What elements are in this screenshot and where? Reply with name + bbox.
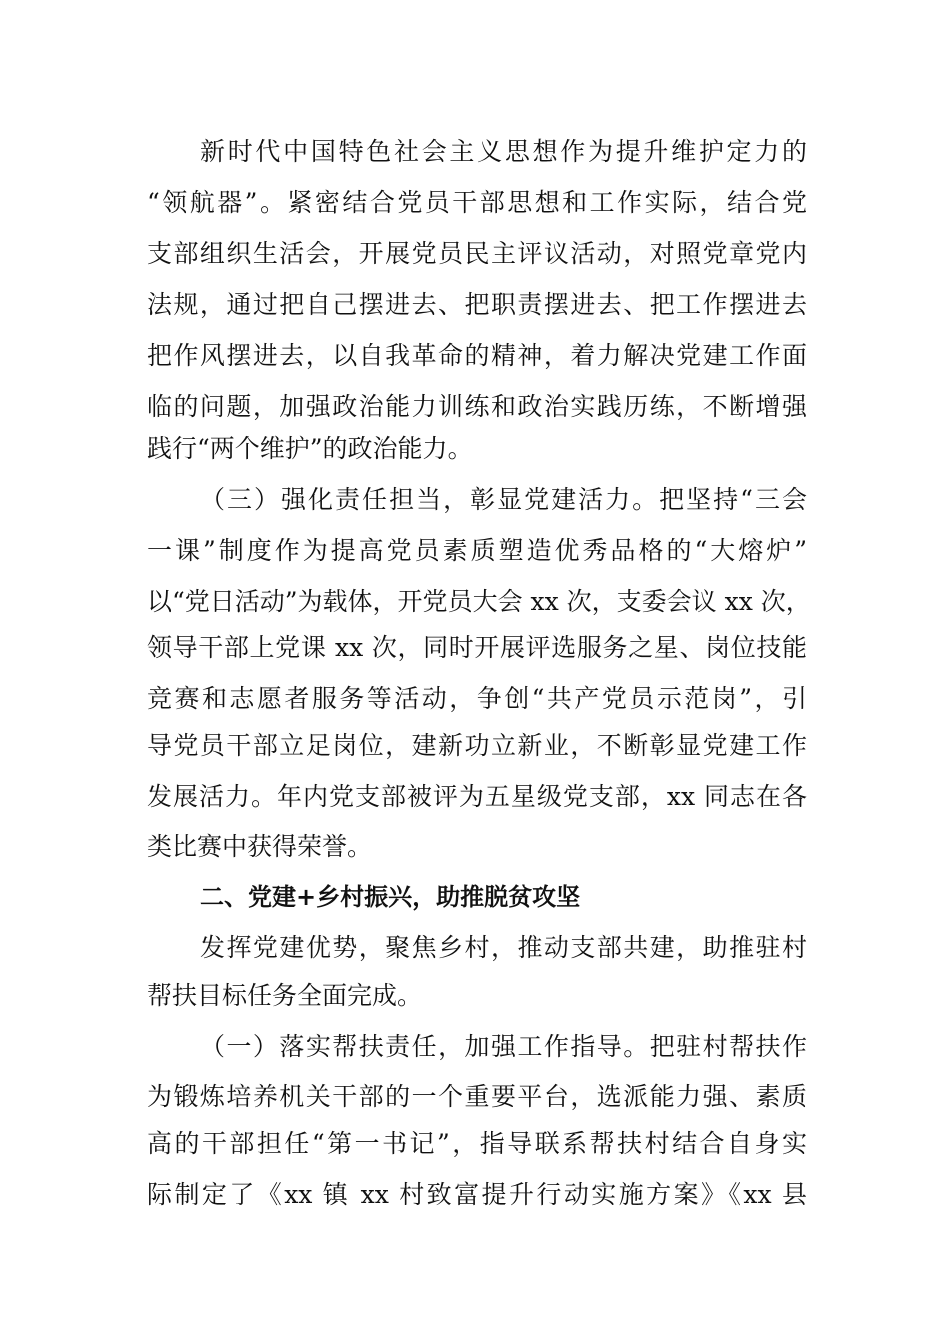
text-line: 为锻炼培养机关干部的一个重要平台，选派能力强、素质: [147, 1082, 807, 1111]
text-line: 临的问题，加强政治能力训练和政治实践历练，不断增强: [147, 392, 807, 421]
text-line: 践行“两个维护”的政治能力。: [147, 434, 473, 463]
text-line: “领航器”。紧密结合党员干部思想和工作实际，结合党: [147, 188, 807, 217]
text-line: 一课”制度作为提高党员素质塑造优秀品格的“大熔炉”: [147, 536, 807, 565]
section-heading: 二、党建+乡村振兴，助推脱贫攻坚: [200, 883, 581, 911]
text-line: （三）强化责任担当，彰显党建活力。把坚持“三会: [200, 485, 807, 514]
text-line: 支部组织生活会，开展党员民主评议活动，对照党章党内: [147, 239, 807, 268]
text-line: 法规，通过把自己摆进去、把职责摆进去、把工作摆进去: [147, 290, 807, 319]
text-line: 发挥党建优势，聚焦乡村，推动支部共建，助推驻村: [200, 933, 807, 962]
text-line: 际制定了《xx 镇 xx 村致富提升行动实施方案》《xx 县: [147, 1180, 807, 1209]
text-line: 导党员干部立足岗位，建新功立新业，不断彰显党建工作: [147, 731, 807, 760]
text-line: 新时代中国特色社会主义思想作为提升维护定力的: [200, 137, 807, 166]
text-line: 把作风摆进去，以自我革命的精神，着力解决党建工作面: [147, 341, 807, 370]
text-line: 以“党日活动”为载体，开党员大会 xx 次，支委会议 xx 次，: [147, 587, 811, 616]
text-line: 领导干部上党课 xx 次，同时开展评选服务之星、岗位技能: [147, 633, 807, 662]
text-line: 帮扶目标任务全面完成。: [147, 981, 423, 1010]
text-line: （一）落实帮扶责任，加强工作指导。把驻村帮扶作: [200, 1032, 807, 1061]
text-line: 类比赛中获得荣誉。: [147, 832, 373, 861]
text-line: 发展活力。年内党支部被评为五星级党支部，xx 同志在各: [147, 782, 807, 811]
text-line: 竞赛和志愿者服务等活动，争创“共产党员示范岗”，引: [147, 684, 807, 713]
text-line: 高的干部担任“第一书记”，指导联系帮扶村结合自身实: [147, 1129, 807, 1158]
